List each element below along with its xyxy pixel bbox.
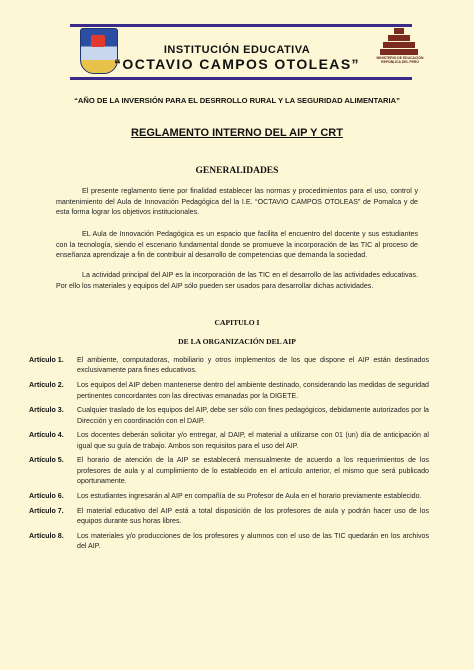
article-text: El material educativo del AIP está a total disposición de los profesores de aula y podrán hacer uso de los equipos durante sus horas libres. [77, 506, 429, 526]
article-item [29, 405, 429, 426]
article-text: Los estudiantes ingresarán al AIP en compañía de su Profesor de Aula en el horario previamente establecido. [77, 491, 422, 500]
article-item [29, 491, 429, 501]
article-label: Artículo 8. [29, 531, 64, 540]
chapter-subtitle: DE LA ORGANIZACIÓN DEL AIP [178, 337, 296, 346]
article-label: Artículo 4. [29, 431, 64, 440]
paragraph: La actividad principal del AIP es la incorporación de las TIC en el desarrollo de las actividades educativas. Por ello los materiales y equipos del AIP sólo pueden ser usados para desarrollar dichas actividades. [56, 271, 418, 290]
ministry-logo-text: MINISTERIO DE EDUCACIÓN REPÚBLICA DEL PERÚ [376, 56, 424, 64]
section-title: GENERALIDADES [195, 166, 279, 176]
article-label: Artículo 7. [29, 506, 64, 515]
article-item [29, 455, 429, 486]
article-label: Artículo 3. [29, 406, 64, 415]
article-label: Artículo 2. [29, 381, 64, 390]
paragraph: El presente reglamento tiene por finalidad establecer las normas y procedimientos para el uso, control y mantenimiento del Aula de Innovación Pedagógica del la I.E. “OCTAVIO CAMPOS OTOLEAS” de Pomalca y de esta forma lograr los objetivos institucionales. [56, 187, 418, 217]
article-item [29, 506, 429, 527]
article-label: Artículo 5. [29, 456, 64, 465]
article-text: El ambiente, computadoras, mobiliario y otros implementos de los que dispone el AIP están destinados exclusivamente para fines educativos. [77, 356, 429, 375]
article-label: Artículo 6. [29, 491, 64, 500]
institution-name: “OCTAVIO CAMPOS OTOLEAS” [114, 56, 360, 72]
article-item [29, 531, 429, 552]
article-text: El horario de atención de la AIP se establecerá mensualmente de acuerdo a los requerimientos de los profesores de aula y al cumplimiento de lo establecido en el artículo anterior, el mismo que será publicado oportunamente. [77, 456, 429, 486]
article-item [29, 355, 429, 376]
year-motto: “AÑO DE LA INVERSIÓN PARA EL DESRROLLO RURAL Y LA SEGURIDAD ALIMENTARIA” [74, 96, 400, 105]
article-text: Los equipos del AIP deben mantenerse dentro del ambiente destinado, considerando las medidas de seguridad pertinentes concordantes con las directivas emanadas por la DIGETE. [77, 381, 429, 400]
chapter-title: CAPITULO I [214, 318, 260, 327]
article-item [29, 430, 429, 451]
article-label: Artículo 1. [29, 356, 64, 364]
article-item [29, 380, 429, 401]
articles-list [29, 355, 429, 556]
document-title: REGLAMENTO INTERNO DEL AIP Y CRT [131, 127, 343, 139]
institution-label: INSTITUCIÓN EDUCATIVA [163, 44, 311, 56]
article-text: Cualquier traslado de los equipos del AIP, debe ser sólo con fines pedagógicos, debidamente autorizados por la Dirección y en coordinación con el DAIP. [77, 406, 429, 425]
article-text: Los docentes deberán solicitar y/o entregar, al DAIP, el material a utilizarse con 01 (un) día de anticipación al igual que su guía de trabajo. Ambos son requisitos para el uso del AIP. [77, 431, 429, 450]
paragraph: EL Aula de Innovación Pedagógica es un espacio que facilita el encuentro del docente y sus estudiantes con la tecnología, siendo el escenario fundamental donde se promueve la incorporación de las TIC al proceso de enseñanza aprendizaje a fin de contribuir al desarrollo de competencias que demanda la sociedad. [56, 230, 418, 260]
article-text: Los materiales y/o producciones de los profesores y alumnos con el uso de las TIC quedarán en los archivos del AIP. [77, 531, 429, 551]
